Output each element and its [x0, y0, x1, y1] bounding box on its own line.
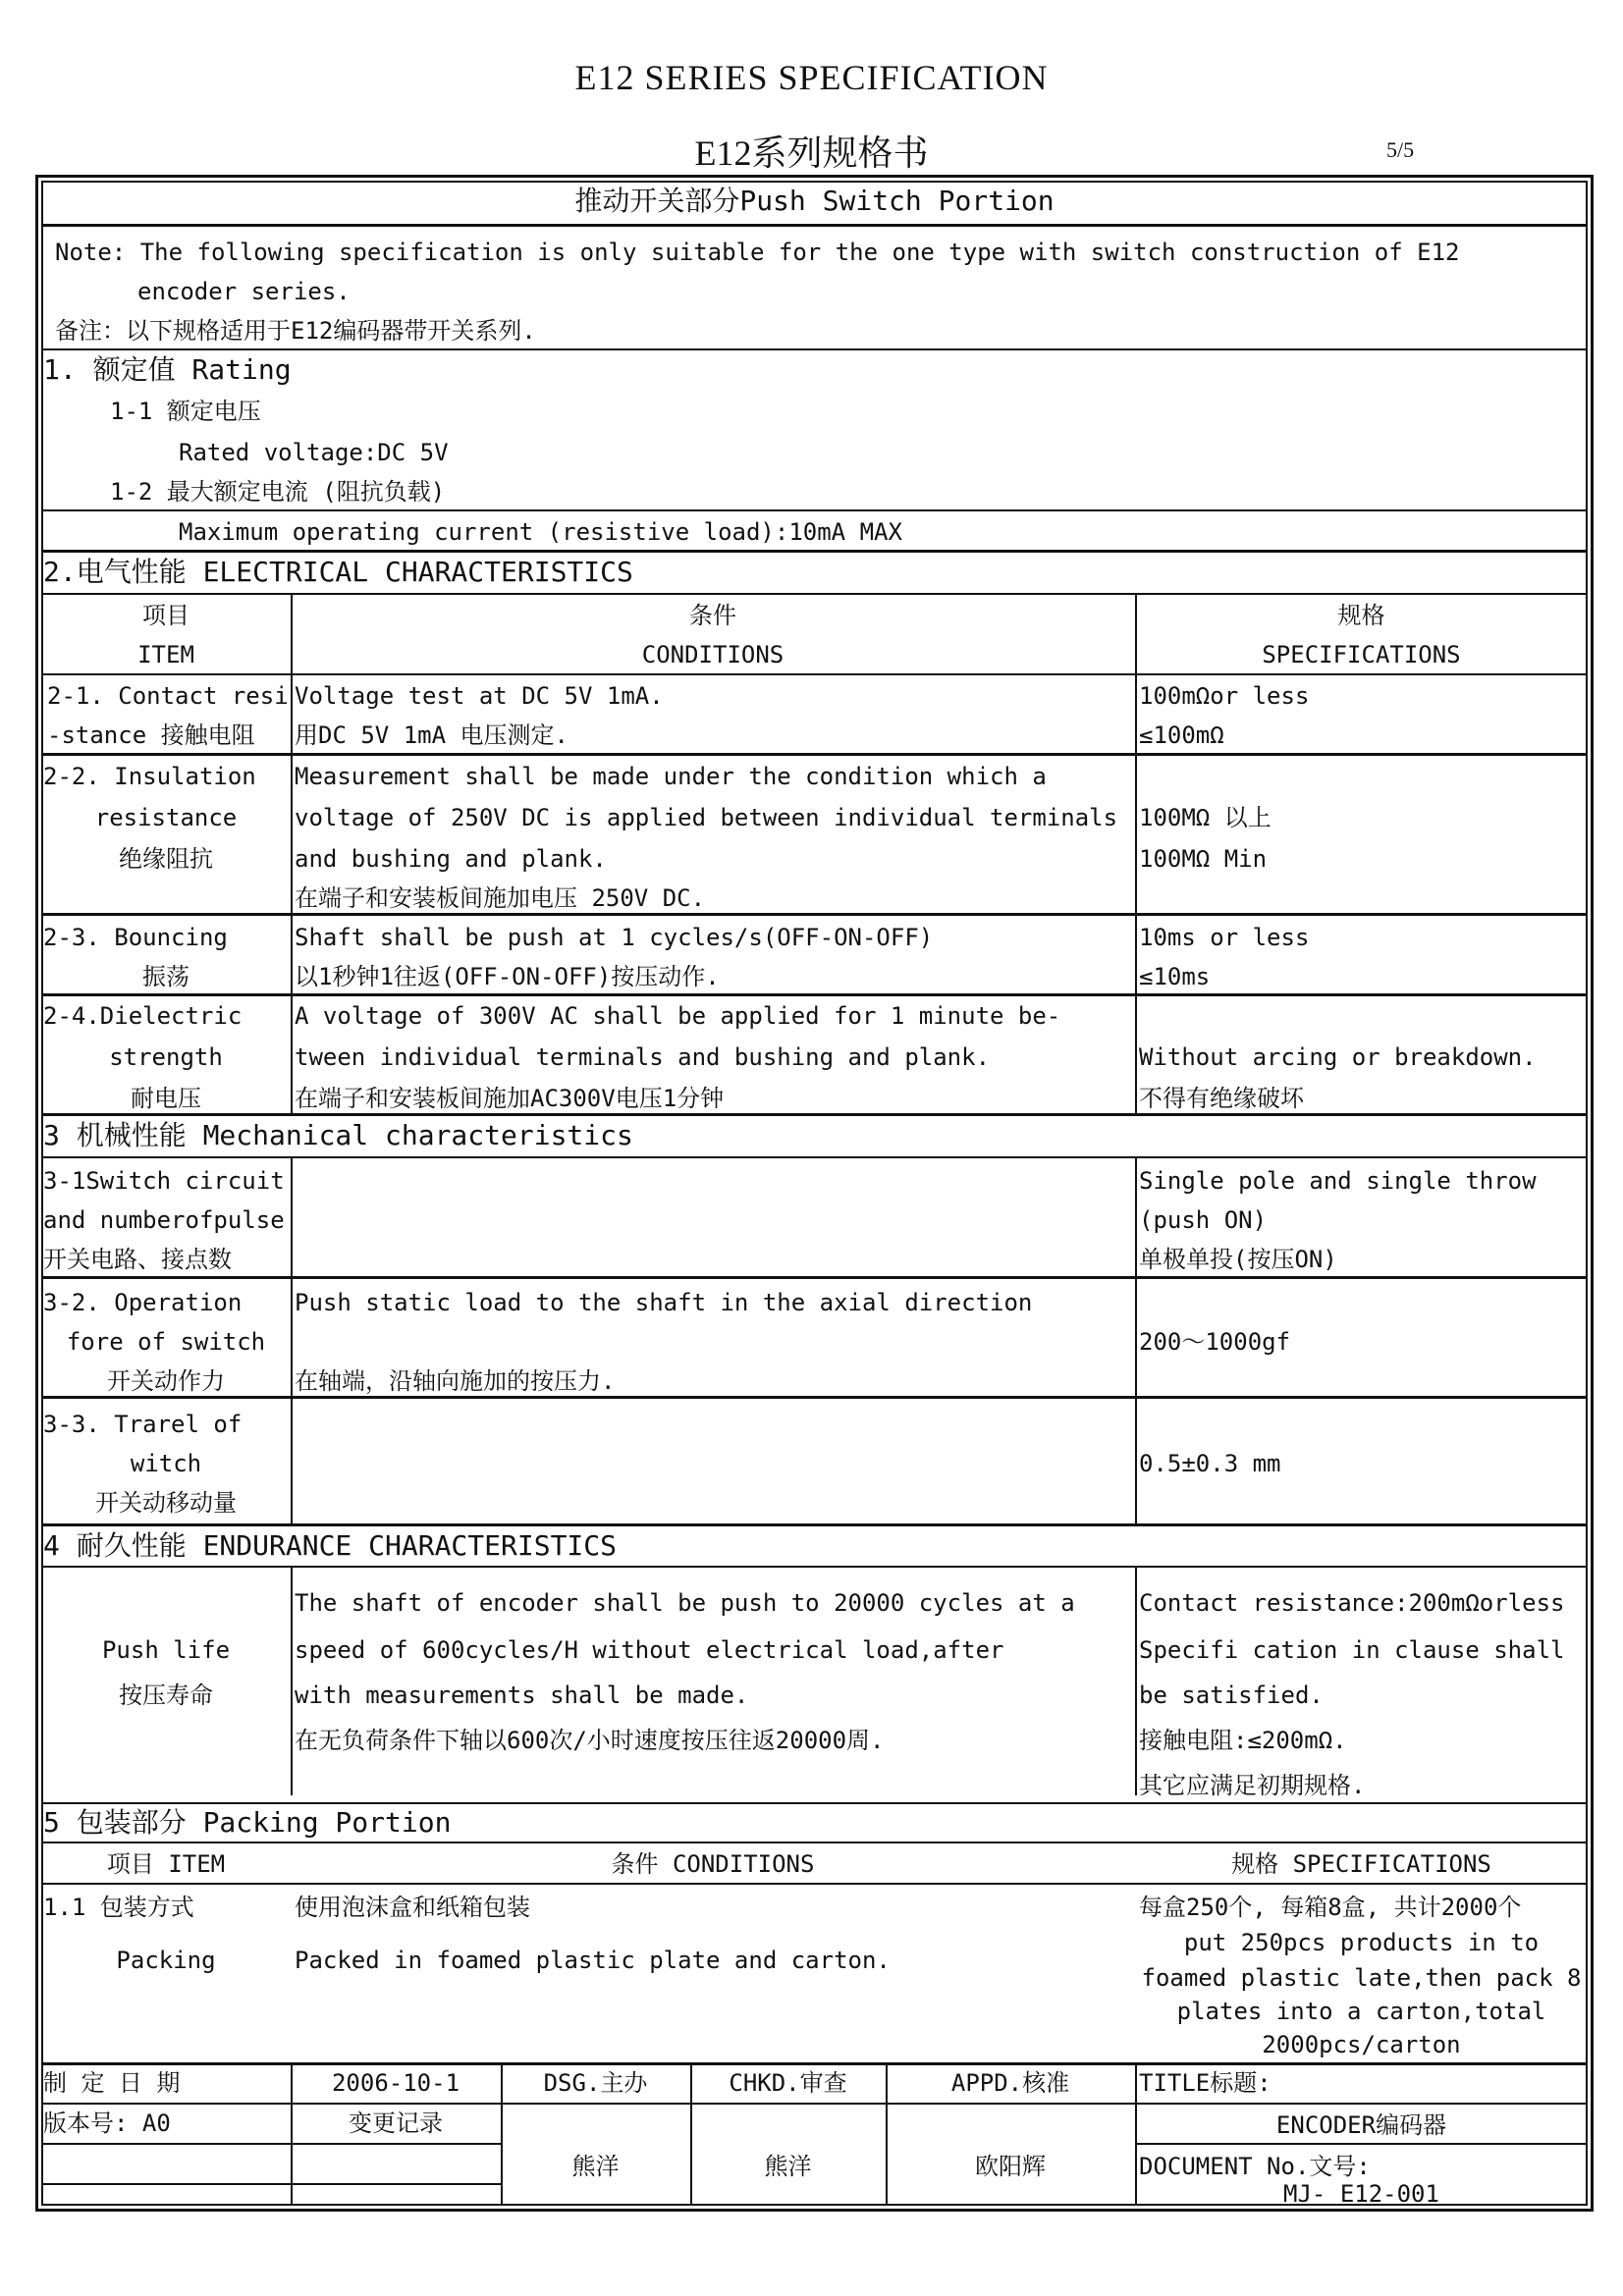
note-line: 备注：以下规格适用于E12编码器带开关系列. — [55, 317, 536, 345]
appd-name: 欧阳辉 — [975, 2153, 1046, 2180]
note-line: Note: The following specification is only suitable for the one type with switch construction of E12 — [55, 239, 1460, 266]
col-header: 条件 CONDITIONS — [611, 1850, 815, 1878]
spec-text: foamed plastic late,then pack 8 — [1141, 1964, 1582, 1992]
rule — [41, 1566, 1588, 1568]
condition-text: 以1秒钟1往返(OFF-ON-OFF)按压动作. — [295, 963, 720, 990]
col-header: 规格 SPECIFICATIONS — [1231, 1850, 1491, 1878]
appd-label: APPD.核准 — [950, 2069, 1070, 2097]
rule — [41, 993, 1588, 996]
rating-label: 1-2 最大额定电流 (阻抗负载) — [110, 478, 446, 506]
col-divider — [1135, 1156, 1137, 1523]
rule — [41, 2143, 501, 2145]
spec-text: Without arcing or breakdown. — [1139, 1043, 1537, 1071]
item-text: 1.1 包装方式 — [43, 1894, 194, 1921]
condition-text: 在无负荷条件下轴以600次/小时速度按压往返20000周. — [295, 1727, 885, 1754]
rule — [41, 509, 1588, 511]
item-text: 耐电压 — [131, 1085, 201, 1112]
condition-text: 用DC 5V 1mA 电压测定. — [295, 721, 568, 749]
spec-text: 200～1000gf — [1139, 1328, 1291, 1356]
item-text: 2-1. Contact resi — [47, 682, 289, 710]
item-text: 3-3. Trarel of — [43, 1411, 243, 1438]
version-label: 版本号: A0 — [43, 2109, 171, 2137]
note-line: encoder series. — [137, 278, 351, 305]
spec-text: (push ON) — [1139, 1206, 1268, 1234]
col-divider — [291, 1156, 293, 1523]
condition-text: 在端子和安装板间施加电压 250V DC. — [295, 884, 706, 912]
item-text: Push life — [101, 1636, 231, 1664]
condition-text: Voltage test at DC 5V 1mA. — [295, 682, 664, 710]
condition-text: Push static load to the shaft in the axial direction — [295, 1289, 1033, 1316]
rule — [41, 753, 1588, 756]
rating-value: Rated voltage:DC 5V — [179, 439, 449, 466]
rule — [41, 593, 1588, 595]
rule — [41, 673, 1588, 675]
section-heading-endurance: 4 耐久性能 ENDURANCE CHARACTERISTICS — [43, 1529, 618, 1562]
spec-text: Single pole and single throw — [1139, 1167, 1537, 1195]
rule — [41, 348, 1588, 350]
item-text: resistance — [94, 804, 238, 831]
rule — [41, 224, 1588, 227]
col-header: 条件 — [689, 602, 736, 629]
item-text: 3-2. Operation — [43, 1289, 243, 1316]
title-value: ENCODER编码器 — [1275, 2111, 1447, 2139]
chkd-name: 熊洋 — [764, 2153, 812, 2180]
spec-text: Contact resistance:200mΩorless — [1139, 1589, 1565, 1617]
condition-text: 在轴端，沿轴向施加的按压力. — [295, 1367, 616, 1395]
item-text: and numberofpulse — [43, 1206, 285, 1234]
condition-text: Measurement shall be made under the condition which a — [295, 763, 1047, 790]
condition-text: speed of 600cycles/H without electrical load,after — [295, 1636, 1004, 1664]
rating-label: 1-1 额定电压 — [110, 398, 261, 425]
rating-value: Maximum operating current (resistive load):10mA MAX — [179, 518, 902, 546]
item-text: 开关电路、接点数 — [43, 1246, 232, 1273]
dsg-label: DSG.主办 — [543, 2069, 648, 2097]
item-text: 绝缘阻抗 — [119, 845, 213, 873]
item-text: 2-4.Dielectric — [43, 1002, 243, 1030]
item-text: 2-2. Insulation — [43, 763, 256, 790]
col-header: 规格 — [1337, 602, 1385, 629]
item-text: fore of switch — [66, 1328, 266, 1356]
condition-text: Shaft shall be push at 1 cycles/s(OFF-ON-OFF) — [295, 924, 934, 951]
item-text: 按压寿命 — [119, 1682, 213, 1709]
spec-text: be satisfied. — [1139, 1682, 1324, 1709]
item-text: 开关动作力 — [107, 1367, 225, 1395]
rule — [41, 1802, 1588, 1804]
spec-text: 接触电阻:≤200mΩ. — [1139, 1727, 1347, 1754]
rule — [41, 550, 1588, 553]
col-divider — [1135, 593, 1137, 1113]
col-divider — [291, 593, 293, 1113]
col-header: CONDITIONS — [641, 641, 784, 668]
item-text: witch — [130, 1450, 202, 1477]
col-header: ITEM — [137, 641, 194, 668]
section-heading-rating: 1. 额定值 Rating — [43, 353, 292, 386]
condition-text: Packed in foamed plastic plate and carton. — [295, 1947, 891, 1974]
rule — [41, 1276, 1588, 1279]
change-record-label: 变更记录 — [349, 2109, 443, 2137]
condition-text: voltage of 250V DC is applied between individual terminals — [295, 804, 1118, 831]
spec-text: Specifi cation in clause shall — [1139, 1636, 1565, 1664]
title-label: TITLE标题: — [1139, 2069, 1271, 2097]
doc-number-label: DOCUMENT No.文号: — [1139, 2153, 1371, 2180]
spec-text: 2000pcs/carton — [1262, 2031, 1461, 2058]
col-header: 项目 — [142, 602, 189, 629]
document-title-cn: E12系列规格书 — [694, 133, 929, 173]
rule — [41, 1396, 1588, 1399]
col-header: 项目 ITEM — [106, 1850, 226, 1878]
spec-text: 100MΩ 以上 — [1139, 804, 1271, 831]
document-title-en: E12 SERIES SPECIFICATION — [574, 58, 1049, 97]
item-text: 2-3. Bouncing — [43, 924, 228, 951]
spec-text: 不得有绝缘破坏 — [1139, 1085, 1304, 1112]
rule — [41, 1523, 1588, 1526]
item-text: 开关动移动量 — [95, 1489, 237, 1517]
condition-text: The shaft of encoder shall be push to 20000 cycles at a — [295, 1589, 1075, 1617]
section-heading-mechanical: 3 机械性能 Mechanical characteristics — [43, 1119, 633, 1151]
portion-title: 推动开关部分Push Switch Portion — [574, 185, 1055, 217]
condition-text: and bushing and plank. — [295, 845, 607, 873]
condition-text: 使用泡沫盒和纸箱包装 — [295, 1894, 530, 1921]
condition-text: A voltage of 300V AC shall be applied for 1 minute be- — [295, 1002, 1061, 1030]
rule — [1135, 2143, 1588, 2145]
doc-number-value: MJ- E12-001 — [1283, 2180, 1439, 2208]
item-text: Packing — [116, 1947, 216, 1974]
date-value: 2006-10-1 — [331, 2069, 460, 2097]
spec-text: put 250pcs products in to — [1183, 1929, 1540, 1956]
item-text: 3-1Switch circuit — [43, 1167, 285, 1195]
chkd-label: CHKD.审查 — [729, 2069, 847, 2097]
item-text: strength — [109, 1043, 223, 1071]
spec-text: 单极单投(按压ON) — [1139, 1246, 1337, 1273]
condition-text: 在端子和安装板间施加AC300V电压1分钟 — [295, 1085, 725, 1112]
spec-text: 每盒250个, 每箱8盒, 共计2000个 — [1139, 1894, 1522, 1921]
section-heading-electrical: 2.电气性能 ELECTRICAL CHARACTERISTICS — [43, 556, 633, 588]
page-number: 5/5 — [1386, 137, 1415, 162]
rule — [41, 2062, 1588, 2065]
item-text: -stance 接触电阻 — [47, 721, 255, 749]
col-divider — [291, 1566, 293, 1795]
spec-text: 100MΩ Min — [1139, 845, 1268, 873]
rule — [41, 1156, 1588, 1158]
condition-text: tween individual terminals and bushing and plank. — [295, 1043, 991, 1071]
rule — [41, 1883, 1588, 1885]
date-label: 制 定 日 期 — [43, 2069, 181, 2097]
spec-text: plates into a carton,total — [1176, 1998, 1546, 2025]
spec-text: ≤100mΩ — [1139, 721, 1224, 749]
rule — [41, 1113, 1588, 1116]
condition-text: with measurements shall be made. — [295, 1682, 749, 1709]
spec-text: 100mΩor less — [1139, 682, 1310, 710]
col-divider — [1135, 1566, 1137, 1795]
col-header: SPECIFICATIONS — [1262, 641, 1461, 668]
rule — [41, 2183, 501, 2185]
spec-text: 其它应满足初期规格. — [1139, 1772, 1366, 1799]
item-text: 振荡 — [142, 963, 189, 990]
rule — [41, 1842, 1588, 1843]
spec-text: ≤10ms — [1139, 963, 1211, 990]
spec-text: 10ms or less — [1139, 924, 1310, 951]
rule — [41, 2103, 1588, 2105]
rule — [41, 913, 1588, 916]
section-heading-packing: 5 包装部分 Packing Portion — [43, 1806, 452, 1839]
spec-text: 0.5±0.3 mm — [1139, 1450, 1281, 1477]
dsg-name: 熊洋 — [571, 2153, 620, 2180]
